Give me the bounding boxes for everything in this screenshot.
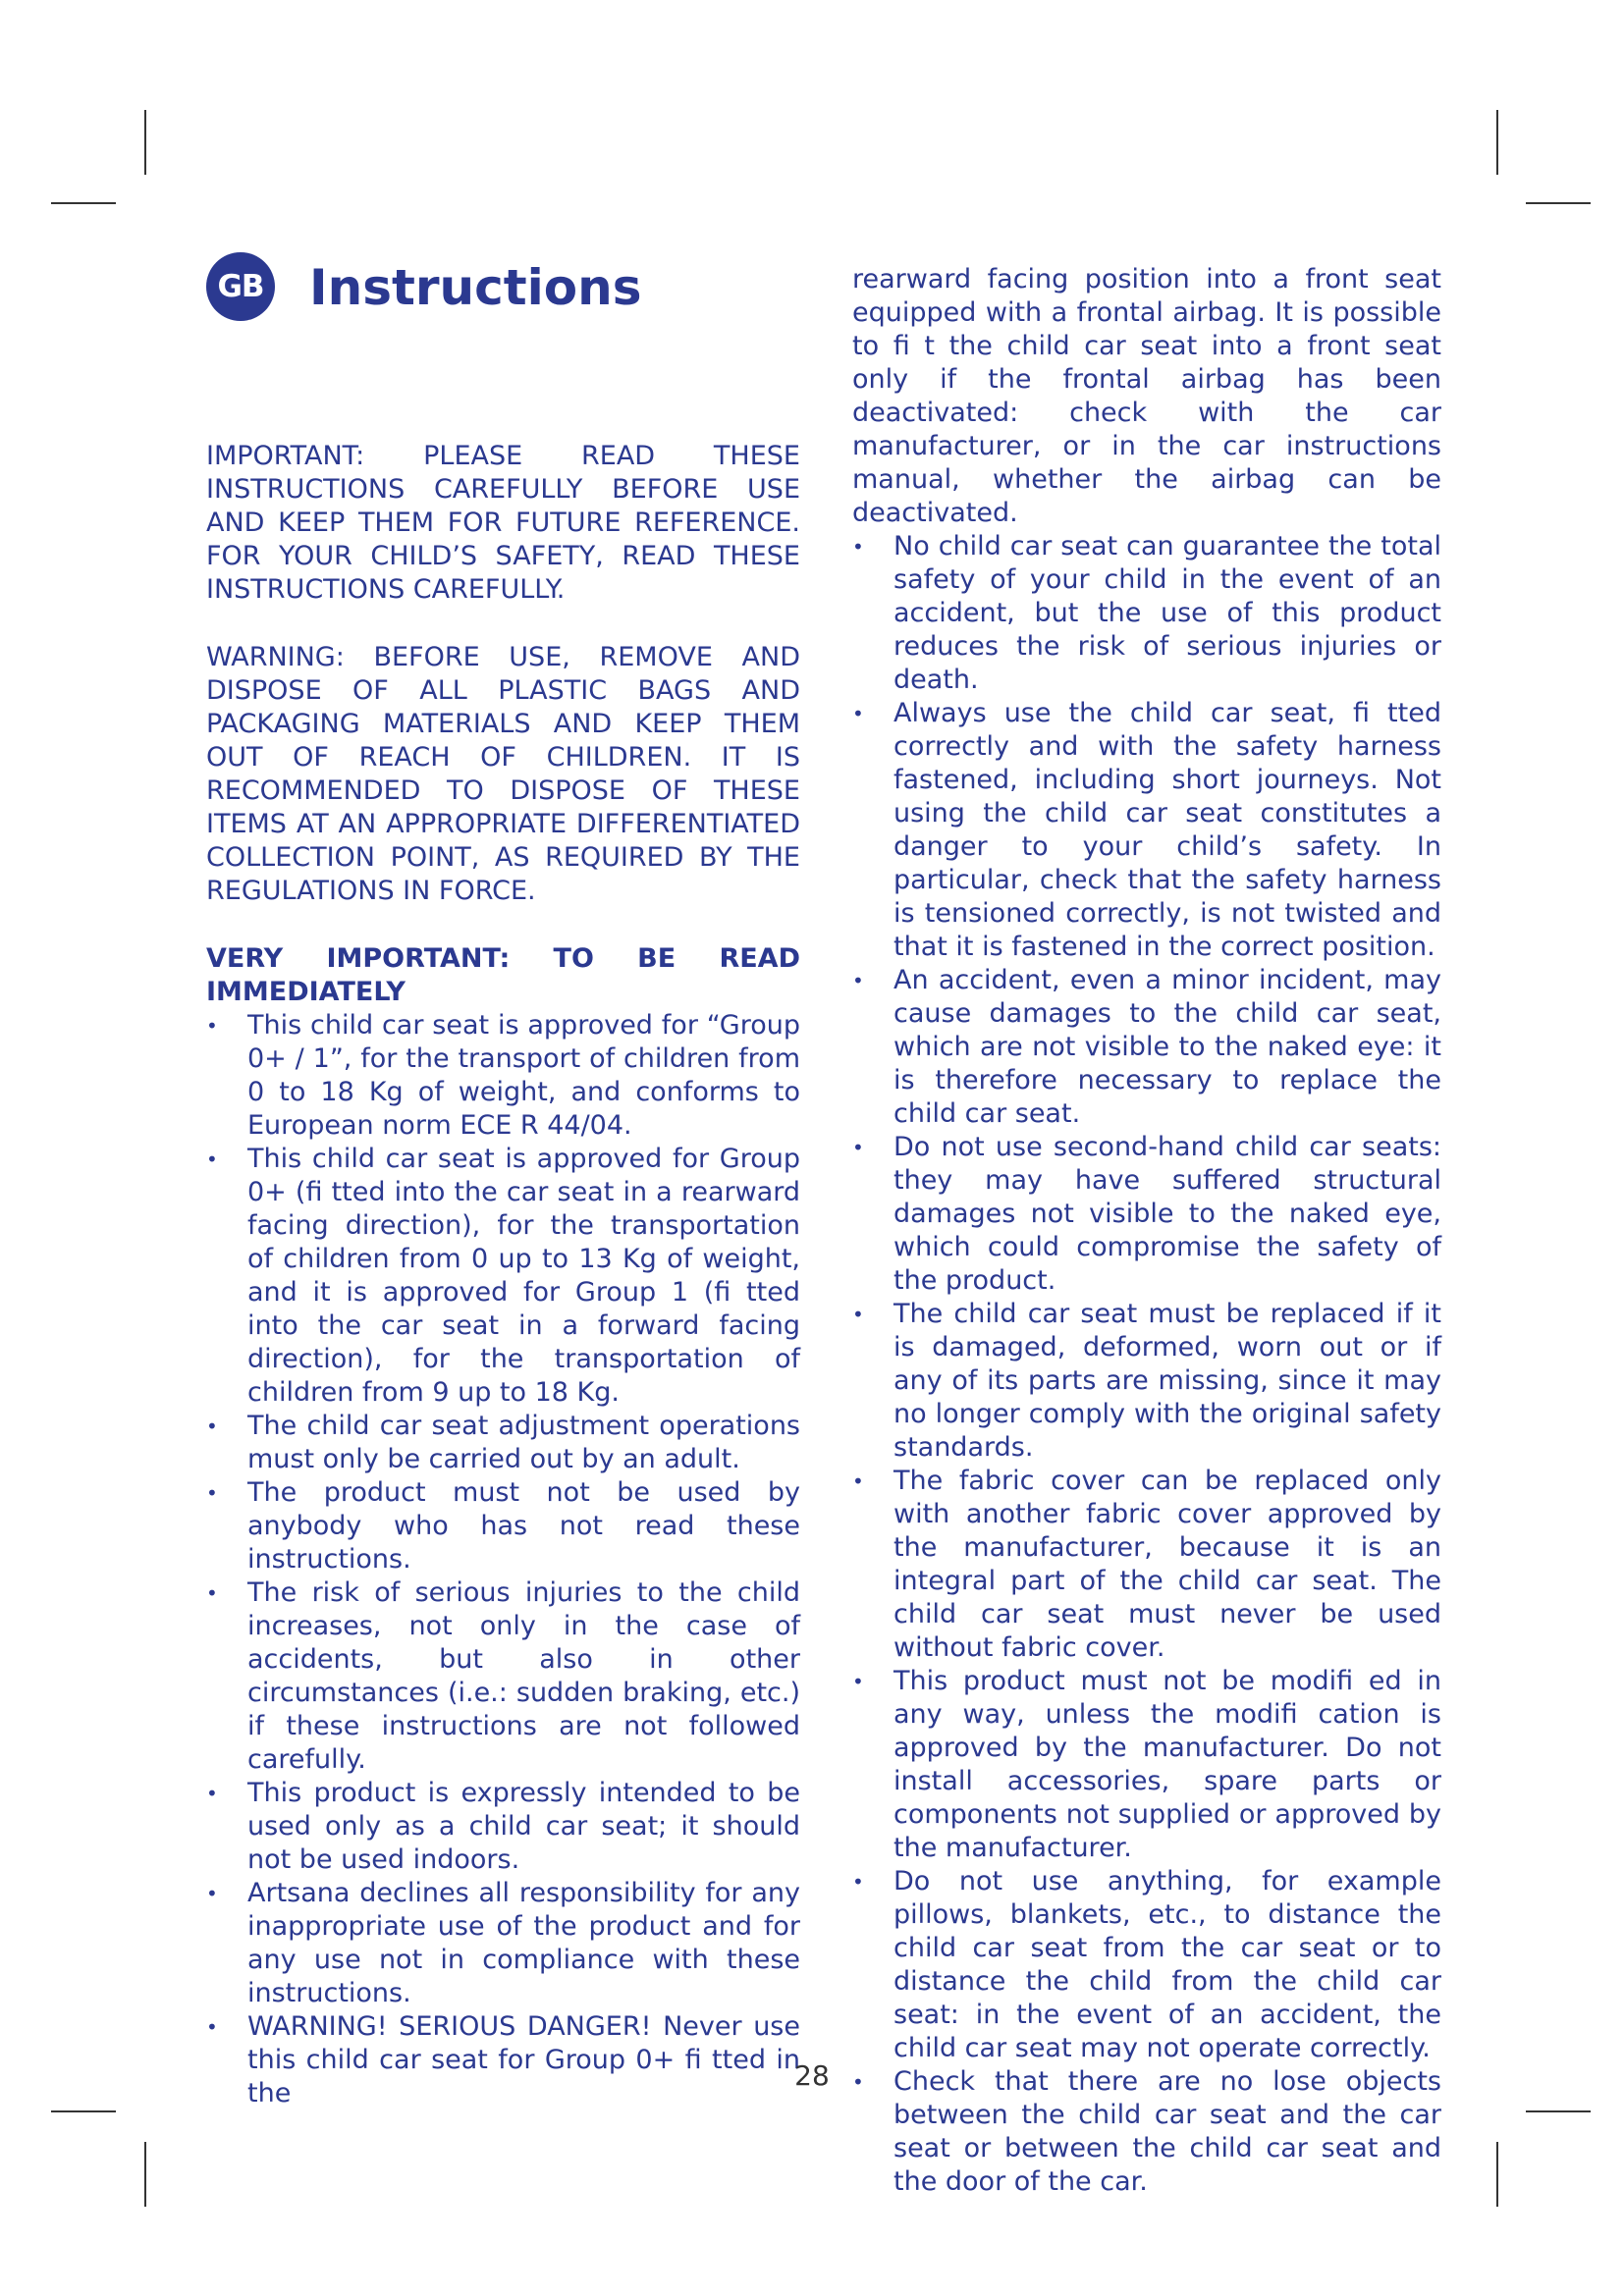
list-item: • Do not use second-hand child car seats: they may have suffered structural damages not visible to the naked eye, which could compromise the safety of the product. [852,1131,1441,1298]
crop-mark [1496,110,1498,175]
page-number: 28 [794,2059,830,2092]
warning-notice: WARNING: BEFORE USE, REMOVE AND DISPOSE OF ALL PLASTIC BAGS AND PACKAGING MATERIALS AND KEEP THEM OUT OF REACH OF CHILDREN. IT IS RECOMMENDED TO DISPOSE OF THESE ITEMS AT AN APPROPRIATE DIFFERENTIATED COLLECTION POINT, AS REQUIRED BY THE REGULATIONS IN FORCE. [206,642,800,906]
crop-mark [1496,2142,1498,2207]
list-item: • This child car seat is approved for Group 0+ (fi tted into the car seat in a rearward facing direction), for the transportation of children from 0 up to 13 Kg of weight, and it is approved for Group 1 (fi tted into the car seat in a forward facing direction), for the transportation of children from 9 up to 18 Kg. [206,1143,800,1410]
list-item: • This product must not be modifi ed in any way, unless the modifi cation is approved by the manufacturer. Do not install accessories, spare parts or components not supplied or approved by the manufacturer. [852,1665,1441,1865]
list-item: • The product must not be used by anybody who has not read these instructions. [206,1476,800,1576]
crop-mark [1526,2110,1591,2112]
important-notice: IMPORTANT: PLEASE READ THESE INSTRUCTIONS CAREFULLY BEFORE USE AND KEEP THEM FOR FUTURE REFERENCE. FOR YOUR CHILD’S SAFETY, READ THESE INSTRUCTIONS CAREFULLY. [206,441,800,605]
right-column [852,263,1441,2199]
list-item: • Check that there are no lose objects between the child car seat and the car seat or between the child car seat and the door of the car. [852,2065,1441,2199]
continued-text: rearward facing position into a front seat equipped with a frontal airbag. It is possible to fi t the child car seat into a front seat only if the frontal airbag has been deactivated: check with the car manufacturer, or in the car instructions manual, whether the airbag can be deactivated. [852,264,1441,528]
crop-mark [51,2110,116,2112]
list-item: • WARNING! SERIOUS DANGER! Never use this child car seat for Group 0+ fi tted in the [206,2010,800,2110]
list-item: • Always use the child car seat, fi tted correctly and with the safety harness fastened, including short journeys. Not using the child car seat constitutes a danger to your child’s safety. In particular, check that the safety harness is tensioned correctly, is not twisted and that it is fastened in the correct position. [852,697,1441,964]
list-item: • An accident, even a minor incident, may cause damages to the child car seat, which are not visible to the naked eye: it is therefore necessary to replace the child car seat. [852,964,1441,1131]
list-item: • The child car seat adjustment operations must only be carried out by an adult. [206,1410,800,1476]
list-item: • This child car seat is approved for “Group 0+ / 1”, for the transport of children from 0 to 18 Kg of weight, and conforms to European norm ECE R 44/04. [206,1009,800,1143]
list-item: • Do not use anything, for example pillows, blankets, etc., to distance the child car seat from the car seat or to distance the child from the child car seat: in the event of an accident, the child car seat may not operate correctly. [852,1865,1441,2065]
crop-mark [144,2142,146,2207]
language-badge: GB [206,252,275,321]
right-bullet-list [852,530,1441,2199]
crop-mark [51,202,116,204]
list-item: • The child car seat must be replaced if it is damaged, deformed, worn out or if any of its parts are missing, since it may no longer comply with the original safety standards. [852,1298,1441,1465]
section-heading: VERY IMPORTANT: TO BE READ IMMEDIATELY [206,943,800,1007]
left-bullet-list [206,1009,800,2110]
crop-mark [144,110,146,175]
list-item: • This product is expressly intended to be used only as a child car seat; it should not be used indoors. [206,1777,800,1877]
list-item: • No child car seat can guarantee the total safety of your child in the event of an accident, but the use of this product reduces the risk of serious injuries or death. [852,530,1441,697]
left-column [206,440,800,2110]
page-title: Instructions [309,259,642,316]
list-item: • The fabric cover can be replaced only with another fabric cover approved by the manufacturer, because it is an integral part of the child car seat. The child car seat must never be used without fabric cover. [852,1465,1441,1665]
list-item: • Artsana declines all responsibility for any inappropriate use of the product and for any use not in compliance with these instructions. [206,1877,800,2010]
list-item: • The risk of serious injuries to the child increases, not only in the case of accidents, but also in other circumstances (i.e.: sudden braking, etc.) if these instructions are not followed carefully. [206,1576,800,1777]
crop-mark [1526,202,1591,204]
